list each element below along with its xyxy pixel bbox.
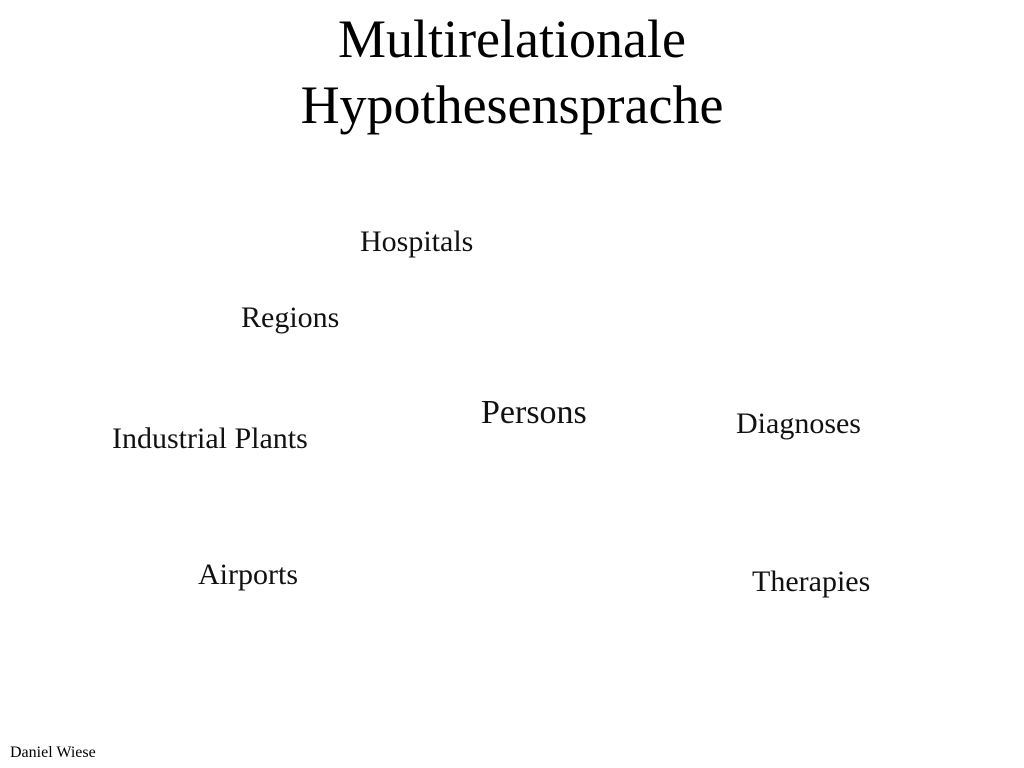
entity-industrial-plants: Industrial Plants (112, 422, 308, 455)
entity-diagnoses: Diagnoses (736, 407, 861, 440)
entity-hospitals: Hospitals (360, 225, 474, 258)
footer-author: Daniel Wiese (10, 744, 96, 761)
slide-title-line-1: Multirelationale (338, 9, 686, 69)
slide-title (0, 6, 1024, 138)
entity-airports: Airports (198, 558, 298, 591)
slide-title-line-2: Hypothesensprache (300, 75, 724, 135)
entity-therapies: Therapies (752, 565, 871, 598)
entity-regions: Regions (241, 301, 340, 334)
entity-persons: Persons (481, 394, 587, 431)
